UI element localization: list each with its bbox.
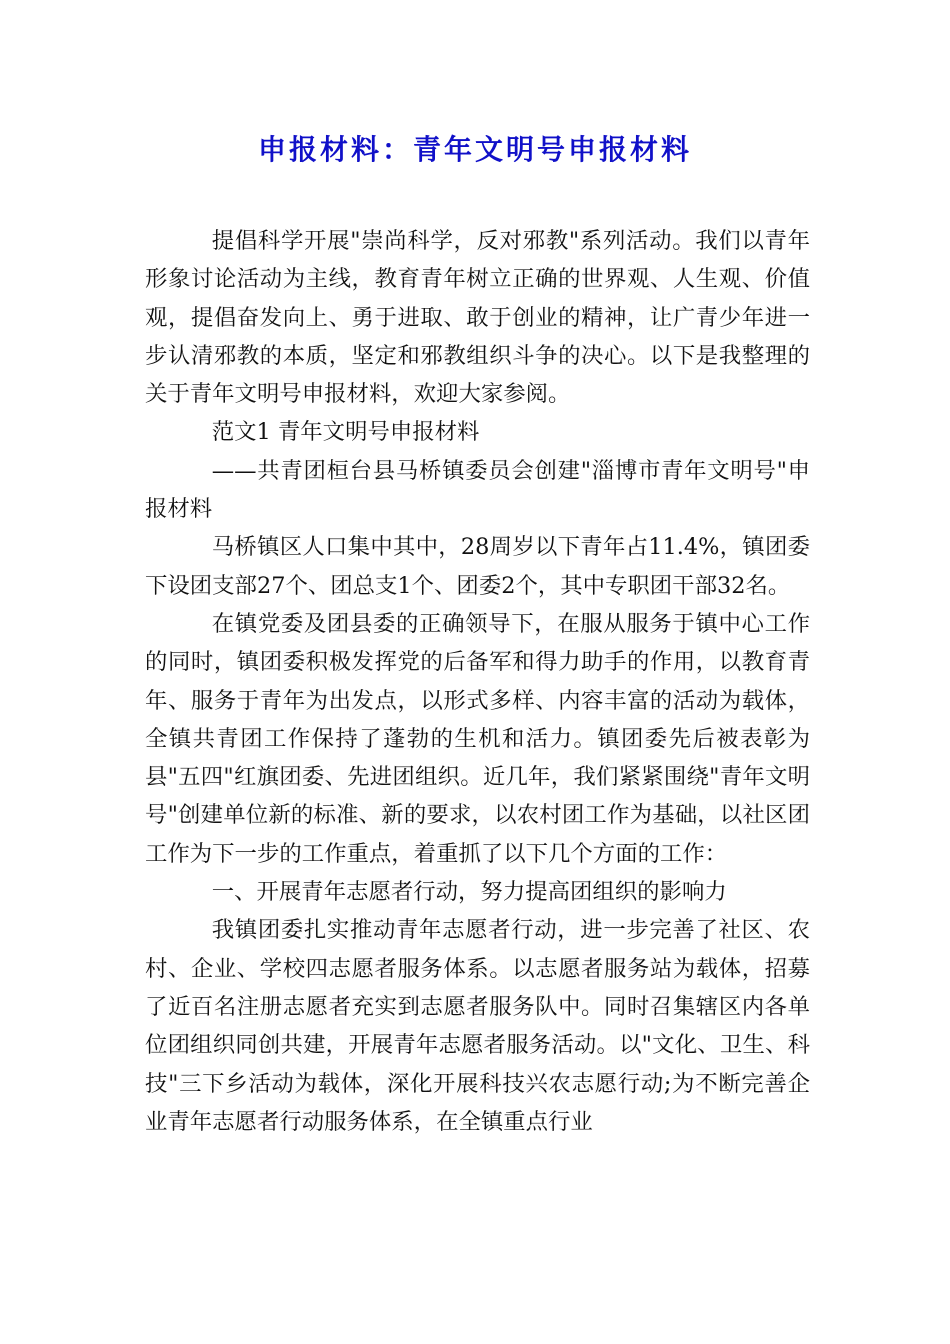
- document-body: [145, 222, 810, 1141]
- paragraph-volunteer: 我镇团委扎实推动青年志愿者行动，进一步完善了社区、农村、企业、学校四志愿者服务体系。以志愿者服务站为载体，招募了近百名注册志愿者充实到志愿者服务队中。同时召集辖区内各单位团组织同创共建，开展青年志愿者服务活动。以"文化、卫生、科技"三下乡活动为载体，深化开展科技兴农志愿行动;为不断完善企业青年志愿者行动服务体系，在全镇重点行业: [145, 917, 810, 1135]
- paragraph-subtitle: ——共青团桓台县马桥镇委员会创建"淄博市青年文明号"申报材料: [145, 457, 810, 523]
- paragraph-intro: 提倡科学开展"崇尚科学，反对邪教"系列活动。我们以青年形象讨论活动为主线，教育青年树立正确的世界观、人生观、价值观，提倡奋发向上、勇于进取、敢于创业的精神，让广青少年进一步认清邪教的本质，坚定和邪教组织斗争的决心。以下是我整理的关于青年文明号申报材料，欢迎大家参阅。: [145, 228, 810, 408]
- paragraph-population: 马桥镇区人口集中其中，28周岁以下青年占11.4%，镇团委下设团支部27个、团总支1个、团委2个，其中专职团干部32名。: [145, 534, 810, 599]
- paragraph-sample-heading: 范文1 青年文明号申报材料: [211, 419, 480, 446]
- paragraph-work-overview: 在镇党委及团县委的正确领导下，在服从服务于镇中心工作的同时，镇团委积极发挥党的后备军和得力助手的作用，以教育青年、服务于青年为出发点，以形式多样、内容丰富的活动为载体，全镇共青团工作保持了蓬勃的生机和活力。镇团委先后被表彰为县"五四"红旗团委、先进团组织。近几年，我们紧紧围绕"青年文明号"创建单位新的标准、新的要求，以农村团工作为基础，以社区团工作为下一步的工作重点，着重抓了以下几个方面的工作：: [145, 610, 810, 867]
- paragraph-section-heading: 一、开展青年志愿者行动，努力提高团组织的影响力: [211, 879, 727, 906]
- document-title: 申报材料：青年文明号申报材料: [257, 133, 692, 166]
